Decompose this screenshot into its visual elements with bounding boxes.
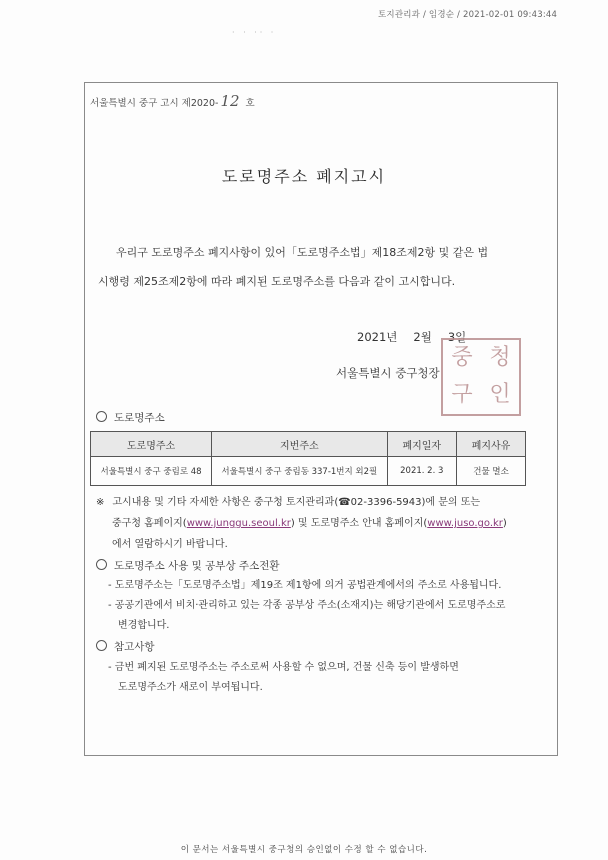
seal-char-1: 중 [451,345,473,370]
section-road-heading-text: 도로명주소 [114,412,165,424]
section-usage-heading [96,558,280,573]
issuer-name: 서울특별시 중구청장 [336,366,440,380]
document-header-meta: 토지관리과 / 임경순 / 2021-02-01 09:43:44 [378,10,558,20]
scan-mark: · · ·· · [232,28,277,37]
table-header-abolish-reason: 폐지사유 [457,432,526,457]
table-cell-road-address: 서울특별시 중구 중림로 48 [91,457,212,486]
seal-char-2: 청 [489,345,511,370]
section-ref-heading [96,639,155,654]
notice-number [90,92,255,110]
table-header-lot-address: 지번주소 [212,432,387,457]
intro-paragraph [98,238,518,296]
intro-line-1 [98,238,518,267]
table-cell-lot-address: 서울특별시 중구 중림동 337-1번지 외2필 [212,457,387,486]
intro-line-2: 시행령 제25조제2항에 따라 폐지된 도로명주소를 다음과 같이 고시합니다. [98,275,456,288]
ref-item-1-line-1: - 금번 폐지된 도로명주소는 주소로써 사용할 수 없으며, 건물 신축 등이 발생하면 [108,662,459,673]
contact-note-line-3: 에서 열람하시기 바랍니다. [112,539,228,550]
juso-homepage-link[interactable]: www.juso.go.kr [427,518,503,529]
contact-note-line-1-text: 고시내용 및 기타 자세한 사항은 중구청 토지관리과(☎02-3396-5943)에 문의 또는 [112,497,481,508]
section-usage-body [108,576,538,636]
section-ref-heading-text: 참고사항 [114,641,155,653]
ref-item-1-line-2: 도로명주소가 새로이 부여됩니다. [118,682,263,693]
table-row [91,457,526,486]
notice-number-suffix: 호 [245,98,255,109]
table-header-abolish-date: 폐지일자 [387,432,456,457]
table-cell-abolish-date: 2021. 2. 3 [387,457,456,486]
contact-note-line-2-b: ) 및 도로명주소 안내 홈페이지( [290,518,428,529]
circle-bullet-icon [96,411,107,422]
notice-number-prefix: 서울특별시 중구 고시 제2020- [90,98,219,109]
contact-note [96,492,536,555]
table-header-row [91,432,526,457]
contact-note-line-2 [96,513,536,534]
note-mark: ※ [96,497,105,508]
section-usage-heading-text: 도로명주소 사용 및 공부상 주소전환 [114,560,280,572]
circle-bullet-icon [96,640,107,651]
circle-bullet-icon [96,559,107,570]
contact-note-line-2-c: ) [502,518,507,529]
section-road-heading [96,410,165,425]
table-cell-abolish-reason: 건물 멸소 [457,457,526,486]
section-ref-body [108,658,538,698]
document-footer: 이 문서는 서울특별시 중구청의 승인없이 수정 할 수 없습니다. [180,845,428,855]
usage-item-2-line-1: - 공공기관에서 비치·관리하고 있는 각종 공부상 주소(소재지)는 해당기관에서 도로명주소로 [108,600,506,611]
contact-note-line-2-a: 중구청 홈페이지( [112,518,187,529]
table-header-road-address: 도로명주소 [91,432,212,457]
usage-item-2-line-2: 변경합니다. [118,620,170,631]
document-title: 도로명주소 폐지고시 [221,167,387,186]
intro-line-1-text: 우리구 도로명주소 폐지사항이 있어「도로명주소법」제18조제2항 및 같은 법 [116,246,489,259]
contact-note-line-1 [96,492,536,513]
issue-month: 2월 [413,330,432,344]
road-address-table [90,431,526,486]
seal-char-3: 구 [451,382,473,407]
notice-number-handwritten: 12 [220,92,240,110]
issue-year: 2021년 [357,330,398,344]
official-seal-stamp [441,338,521,416]
seal-char-4: 인 [489,382,511,407]
issue-day: 3일 [447,330,467,344]
usage-item-1: - 도로명주소는「도로명주소법」제19조 제1항에 의거 공법관계에서의 주소로 사용됩니다. [108,580,502,591]
junggu-homepage-link[interactable]: www.junggu.seoul.kr [186,518,291,529]
